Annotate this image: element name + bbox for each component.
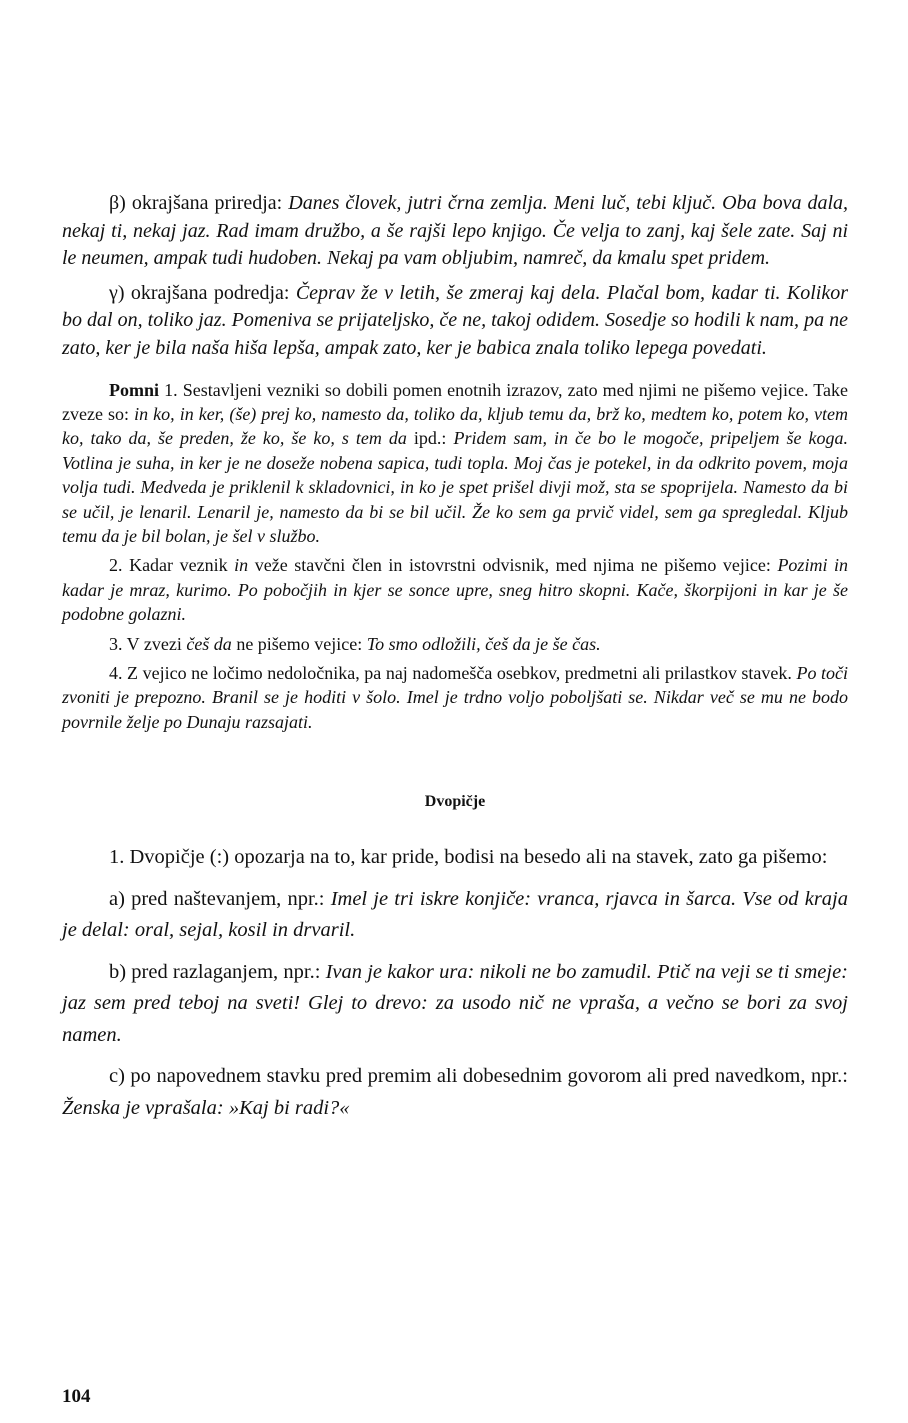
note-examples: Po toči zvoniti je prepozno. Branil se je hoditi v šolo. Imel je trdno voljo poboljšati se. Nikdar več se mu ne bodo povrnile želje po Dunaju razsajati. bbox=[62, 663, 848, 732]
note-text: veže stavčni člen in istovrstni odvisnik, med njima ne pišemo vejice: bbox=[254, 555, 771, 576]
page-content bbox=[62, 190, 848, 1124]
paragraph-beta bbox=[62, 190, 848, 273]
rule-b bbox=[62, 957, 848, 1052]
note-examples: Pridem sam, in če bo le mogoče, pripeljem še koga. Votlina je suha, in ker je ne doseže nobena sapica, tudi topla. Moj čas je potekel, in da odkrito povem, moja volja tudi. Medveda je priklenil k skladovnici, in ko je spet prišel divji mož, sta se spoprijela. Namesto da bi se učil, je lenaril. Lenaril je, namesto da bi se bil učil. Že ko sem ga prvič videl, sem ga spregledal. Kljub temu da je bil bolan, je šel v službo. bbox=[62, 428, 848, 546]
item-examples: Čeprav že v letih, še zmeraj kaj dela. Plačal bom, kadar ti. Kolikor bo dal on, toliko jaz. Pomeniva se prijateljsko, če ne, takoj odidem. Sosedje so hodili k nam, pa ne zato, ker je bila naša hiša lepša, ampak zato, ker je babica znala toliko lepega povedati. bbox=[62, 281, 848, 359]
page-number: 104 bbox=[62, 1386, 91, 1407]
item-label: γ) bbox=[109, 281, 125, 304]
rule-examples: Ivan je kakor ura: nikoli ne bo zamudil. Ptič na veji se ti smeje: jaz sem pred teboj na sveti! Glej to drevo: za usodo nič ne vpraša, a večno se bori za svoj namen. bbox=[62, 960, 848, 1046]
note-number: 1. bbox=[164, 379, 178, 400]
note-text: 2. Kadar veznik bbox=[109, 555, 228, 576]
note-examples: To smo odložili, češ da je še čas. bbox=[366, 633, 601, 654]
note-text: 4. Z vejico ne ločimo nedoločnika, pa naj nadomešča osebkov, predmetni ali prilastkov stavek. bbox=[109, 663, 792, 684]
rule-examples: Imel je tri iskre konjiče: vranca, rjavca in šarca. Vse od kraja je delal: oral, sejal, kosil in drvaril. bbox=[62, 887, 849, 942]
section-intro bbox=[62, 842, 848, 874]
conjunction-list: in ko, in ker, (še) prej ko, namesto da, toliko da, kljub temu da, brž ko, medtem ko, potem ko, vtem ko, tako da, še preden, že ko, še ko, s tem da bbox=[62, 403, 848, 449]
pomni-note-1 bbox=[62, 378, 848, 549]
item-lead: okrajšana priredja: bbox=[131, 192, 283, 214]
note-text: 3. V zvezi bbox=[109, 633, 182, 654]
intro-text: 1. Dvopičje (:) opozarja na to, kar pride, bodisi na besedo ali na stavek, zato ga pišemo: bbox=[109, 846, 828, 869]
rule-c bbox=[62, 1061, 848, 1124]
rule-a bbox=[62, 884, 848, 947]
note-text: Sestavljeni vezniki so dobili pomen enotnih izrazov, zato med njimi ne pišemo vejice. Take zveze so: bbox=[62, 379, 848, 424]
conjunction: in bbox=[234, 555, 249, 576]
item-label: β) bbox=[109, 192, 126, 214]
item-lead: okrajšana podredja: bbox=[130, 281, 290, 304]
note-text: ne pišemo vejice: bbox=[236, 633, 363, 654]
note-examples: Pozimi in kadar je mraz, kurimo. Po pobočjih in kjer se sonce upre, sneg hitro skopni. Kače, škorpijoni in kar je še podobne golazni. bbox=[62, 555, 849, 625]
pomni-note-4 bbox=[62, 661, 848, 734]
item-examples: Danes človek, jutri črna zemlja. Meni luč, tebi ključ. Oba bova dala, nekaj ti, nekaj jaz. Rad imam družbo, a še rajši lepo knjigo. Če velja to zanj, kaj šele zate. Saj ni le neumen, ampak tudi hudoben. Nekaj pa vam obljubim, namreč, da kmalu spet pridem. bbox=[62, 192, 849, 270]
rule-lead: a) pred naštevanjem, npr.: bbox=[109, 887, 325, 910]
pomni-note-2 bbox=[62, 553, 848, 626]
rule-examples: Ženska je vprašala: »Kaj bi radi?« bbox=[62, 1096, 350, 1119]
pomni-label: Pomni bbox=[109, 379, 160, 400]
paragraph-gamma bbox=[62, 280, 848, 363]
rule-lead: c) po napovednem stavku pred premim ali dobesednim govorom ali pred navedkom, npr.: bbox=[109, 1065, 848, 1088]
conjunction: češ da bbox=[186, 633, 232, 654]
rule-lead: b) pred razlaganjem, npr.: bbox=[109, 960, 321, 983]
note-text: ipd.: bbox=[413, 428, 447, 449]
pomni-note-3 bbox=[62, 632, 848, 656]
section-heading: Dvopičje bbox=[424, 793, 486, 811]
